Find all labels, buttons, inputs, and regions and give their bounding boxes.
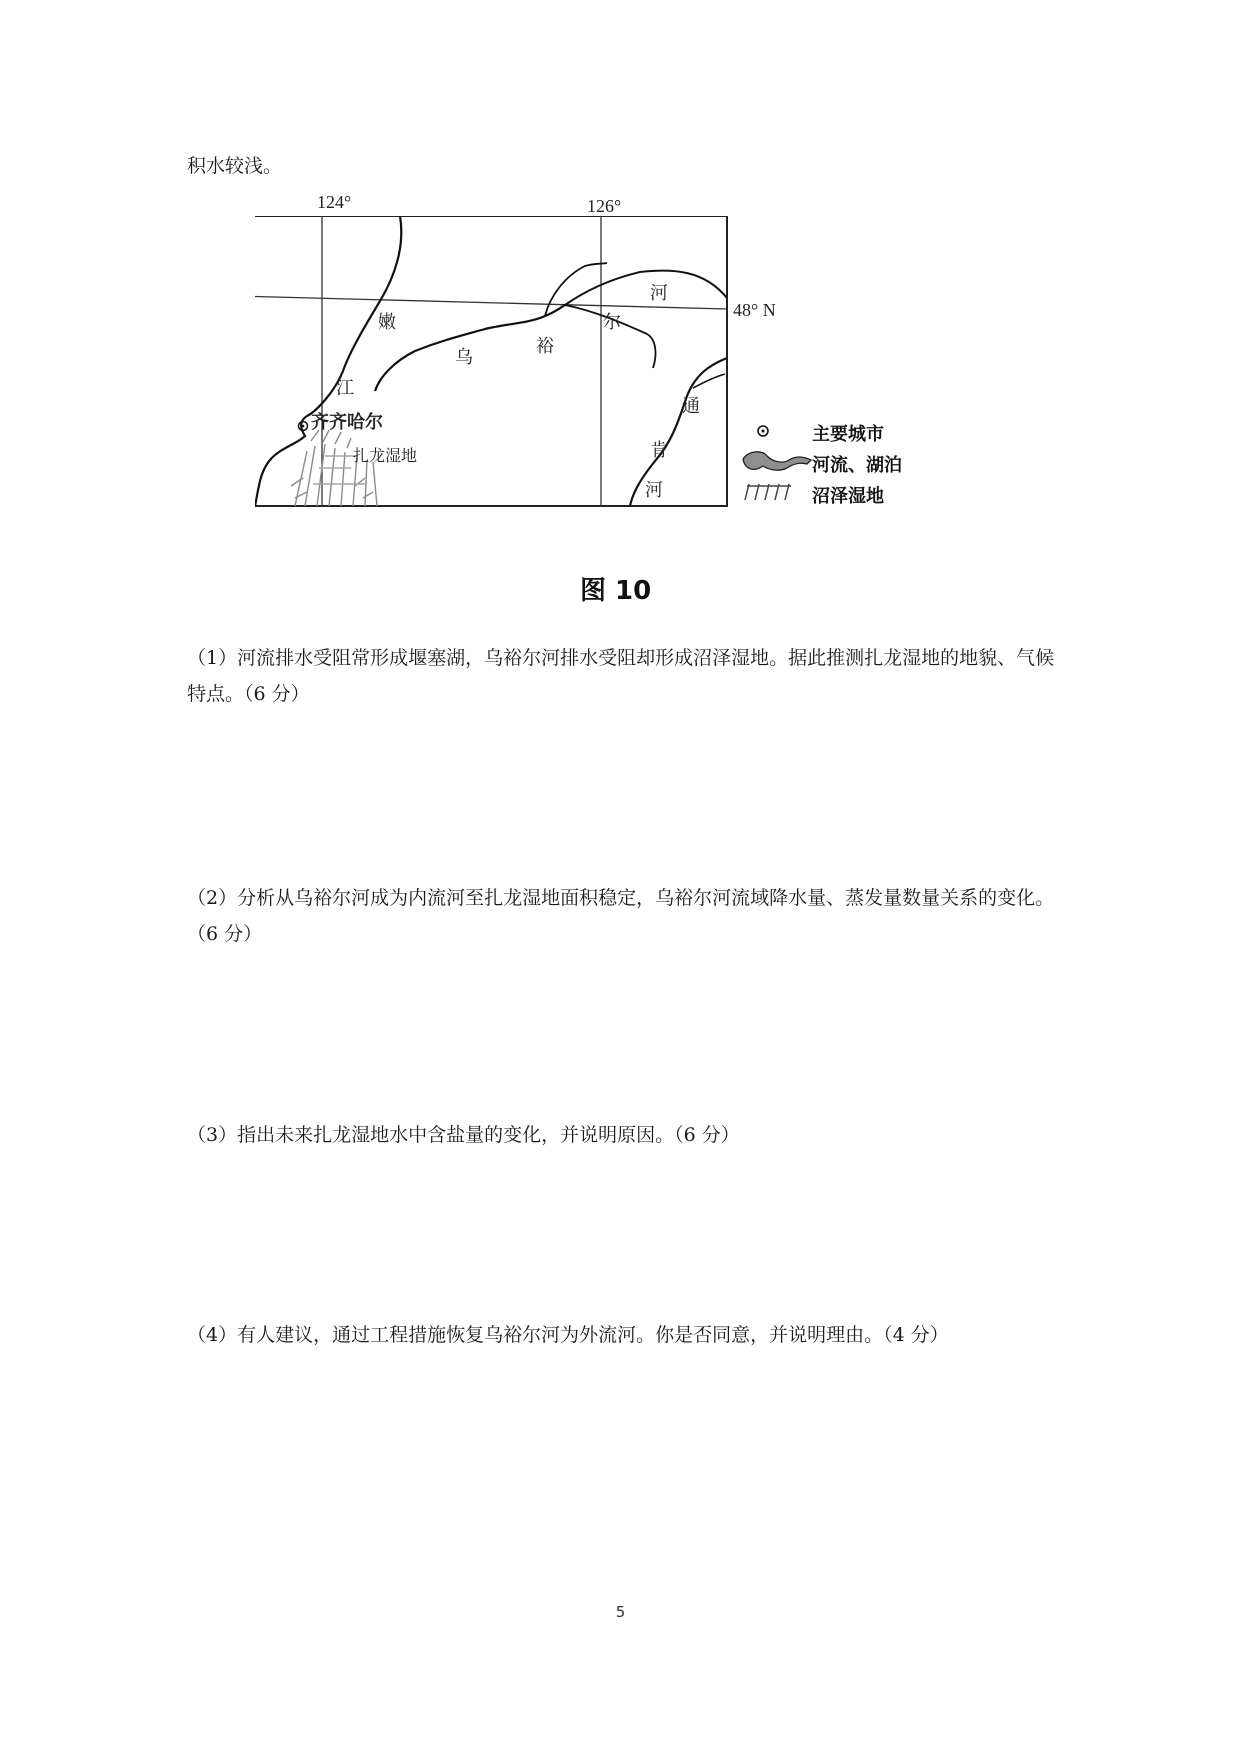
label-wu: 乌 (455, 347, 473, 368)
label-ken: 肯 (650, 440, 668, 461)
wuyur-river-upper (565, 271, 727, 305)
label-jiang: 江 (336, 378, 354, 399)
legend-swamp-label: 沼泽湿地 (812, 486, 884, 507)
question-4: （4）有人建议，通过工程措施恢复乌裕尔河为外流河。你是否同意，并说明理由。（4 分） (187, 1324, 949, 1346)
legend-river-label: 河流、湖泊 (812, 455, 902, 476)
label-yu: 裕 (536, 336, 554, 357)
page-number: 5 (615, 1603, 626, 1621)
city-marker-dot (302, 425, 305, 428)
label-zhalong-wetland: 扎龙湿地 (353, 446, 418, 465)
swamp-wetland-area (291, 430, 377, 506)
question-2: （2）分析从乌裕尔河成为内流河至扎龙湿地面积稳定，乌裕尔河流域降水量、蒸发量数量关系的变化。（6 分） (187, 887, 1055, 945)
legend-lake-river-icon (743, 452, 811, 470)
label-he: 河 (650, 283, 668, 304)
label-lon-126: 126° (587, 196, 622, 216)
legend-swamp-icon (745, 484, 791, 500)
map-frame (255, 216, 727, 506)
label-lon-124: 124° (317, 192, 352, 212)
question-3: （3）指出未来扎龙湿地水中含盐量的变化，并说明原因。（6 分） (187, 1124, 740, 1146)
legend-symbols (743, 426, 811, 500)
label-tong: 通 (682, 396, 700, 417)
label-he-2: 河 (645, 480, 663, 501)
figure-caption: 图 10 (580, 576, 652, 606)
question-1: （1）河流排水受阻常形成堰塞湖，乌裕尔河排水受阻却形成沼泽湿地。据此推测扎龙湿地的地貌、气候特点。（6 分） (187, 647, 1055, 705)
label-er: 尔 (603, 312, 621, 333)
legend-city-label: 主要城市 (812, 424, 884, 445)
label-nen: 嫩 (378, 312, 396, 333)
intro-tail-text: 积水较浅。 (187, 155, 283, 177)
label-city-qiqihar: 齐齐哈尔 (311, 412, 383, 433)
map-figure (255, 192, 1045, 616)
label-lat-48n: 48° N (733, 300, 776, 320)
